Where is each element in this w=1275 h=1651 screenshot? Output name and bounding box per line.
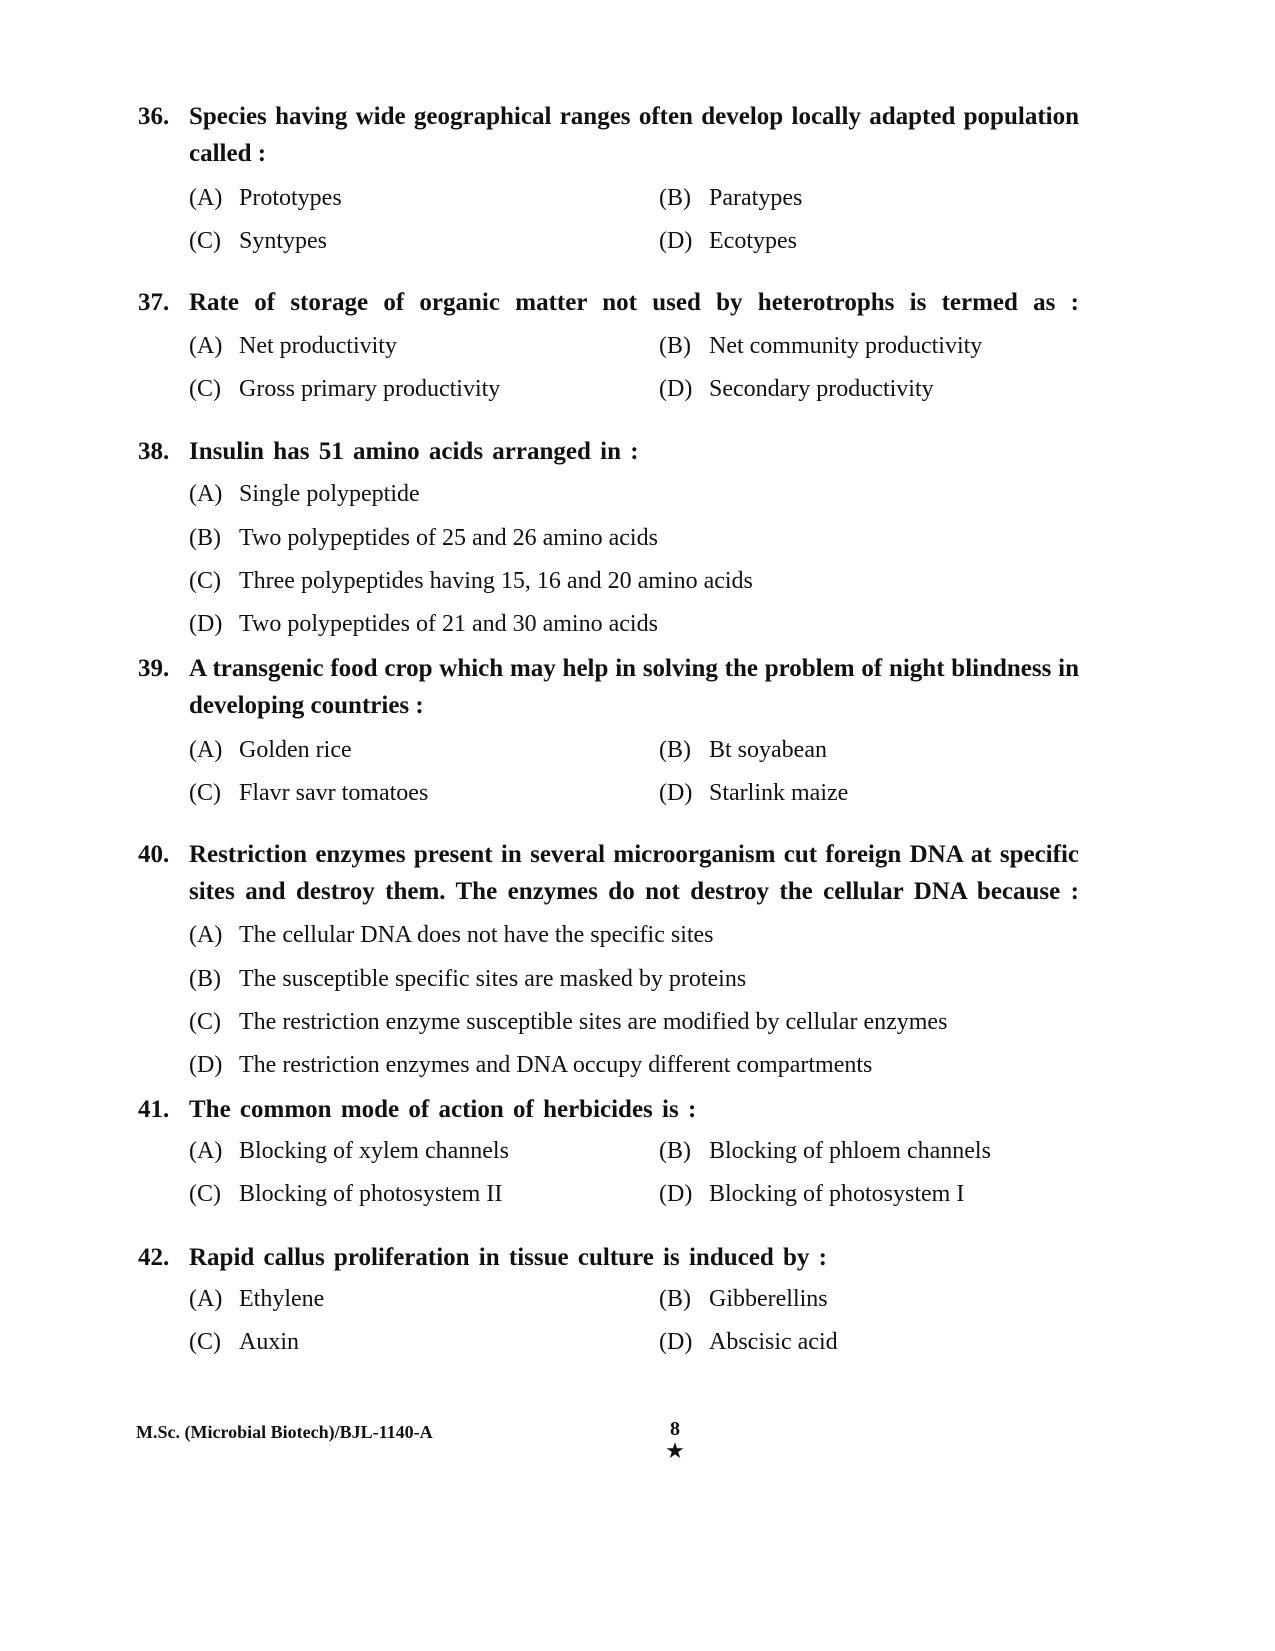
option-letter: (B) <box>659 737 691 763</box>
option-a <box>189 734 352 766</box>
option-a <box>189 1135 509 1167</box>
option-text: Net productivity <box>239 333 397 359</box>
option-text: Syntypes <box>239 228 328 254</box>
option-text: Ecotypes <box>709 228 797 254</box>
option-b <box>659 734 827 766</box>
question-number: 40. <box>138 841 170 868</box>
option-letter: (B) <box>189 966 221 992</box>
option-letter: (C) <box>189 228 221 254</box>
option-letter: (C) <box>189 780 221 806</box>
option-d <box>659 777 848 809</box>
star-icon: ★ <box>665 1438 685 1463</box>
option-d <box>659 1178 964 1210</box>
option-text: Abscisic acid <box>709 1329 838 1355</box>
option-text: Blocking of photosystem II <box>239 1181 503 1207</box>
option-c <box>189 777 428 809</box>
question-text: Restriction enzymes present in several microorganism cut foreign DNA at specific sites and destroy them. The enzymes do not destroy the cellular DNA because : <box>189 841 1079 905</box>
option-text: Blocking of phloem channels <box>709 1138 991 1164</box>
option-b <box>189 522 658 554</box>
option-letter: (A) <box>189 481 223 507</box>
option-text: Net community productivity <box>709 333 983 359</box>
option-letter: (C) <box>189 568 221 594</box>
option-d <box>189 1049 872 1081</box>
option-letter: (B) <box>659 1138 691 1164</box>
option-c <box>189 373 500 405</box>
option-text: Starlink maize <box>709 780 849 806</box>
option-text: The cellular DNA does not have the specific sites <box>239 922 714 948</box>
question-number: 38. <box>138 438 170 465</box>
option-letter: (B) <box>659 185 691 211</box>
option-letter: (B) <box>659 333 691 359</box>
question-text: Rapid callus proliferation in tissue culture is induced by : <box>189 1244 827 1271</box>
option-letter: (A) <box>189 1138 223 1164</box>
option-b <box>659 330 982 362</box>
question-text: Insulin has 51 amino acids arranged in : <box>189 438 639 465</box>
option-d <box>659 1326 838 1358</box>
paper-code: M.Sc. (Microbial Biotech)/BJL-1140-A <box>136 1422 433 1442</box>
option-text: Paratypes <box>709 185 803 211</box>
option-a <box>189 919 714 951</box>
option-d <box>659 373 934 405</box>
option-letter: (B) <box>189 525 221 551</box>
option-letter: (B) <box>659 1286 691 1312</box>
option-text: Secondary productivity <box>709 376 934 402</box>
option-text: Bt soyabean <box>709 737 827 763</box>
option-a <box>189 1283 324 1315</box>
option-text: The restriction enzyme susceptible sites are modified by cellular enzymes <box>239 1009 948 1035</box>
question-number: 41. <box>138 1096 170 1123</box>
option-c <box>189 225 327 257</box>
option-text: Prototypes <box>239 185 342 211</box>
option-a <box>189 330 397 362</box>
question-number: 42. <box>138 1244 170 1271</box>
option-text: Gibberellins <box>709 1286 828 1312</box>
option-text: Two polypeptides of 25 and 26 amino acids <box>239 525 658 551</box>
option-a <box>189 478 420 510</box>
option-c <box>189 1006 947 1038</box>
option-d <box>659 225 797 257</box>
question-text: A transgenic food crop which may help in solving the problem of night blindness in developing countries : <box>189 655 1079 719</box>
option-c <box>189 1178 502 1210</box>
page-number: 8 <box>670 1418 680 1440</box>
option-letter: (C) <box>189 1181 221 1207</box>
option-letter: (D) <box>189 1052 223 1078</box>
option-text: The restriction enzymes and DNA occupy different compartments <box>239 1052 873 1078</box>
question-number: 39. <box>138 655 170 682</box>
option-a <box>189 182 342 214</box>
option-text: Three polypeptides having 15, 16 and 20 amino acids <box>239 568 753 594</box>
option-letter: (A) <box>189 333 223 359</box>
option-letter: (C) <box>189 376 221 402</box>
option-text: Blocking of photosystem I <box>709 1181 965 1207</box>
option-text: Auxin <box>239 1329 299 1355</box>
option-b <box>659 1135 991 1167</box>
option-letter: (C) <box>189 1009 221 1035</box>
option-c <box>189 1326 299 1358</box>
option-letter: (D) <box>659 1181 693 1207</box>
option-text: The susceptible specific sites are masked by proteins <box>239 966 747 992</box>
option-b <box>659 182 802 214</box>
question-number: 36. <box>138 103 170 130</box>
option-text: Single polypeptide <box>239 481 420 507</box>
option-letter: (C) <box>189 1329 221 1355</box>
option-text: Flavr savr tomatoes <box>239 780 429 806</box>
option-letter: (A) <box>189 1286 223 1312</box>
option-d <box>189 608 658 640</box>
option-letter: (D) <box>659 376 693 402</box>
question-text: The common mode of action of herbicides is : <box>189 1096 697 1123</box>
option-b <box>659 1283 828 1315</box>
option-letter: (D) <box>659 228 693 254</box>
option-text: Golden rice <box>239 737 352 763</box>
option-letter: (D) <box>189 611 223 637</box>
question-number: 37. <box>138 289 170 316</box>
option-text: Two polypeptides of 21 and 30 amino acids <box>239 611 658 637</box>
option-letter: (A) <box>189 185 223 211</box>
option-text: Blocking of xylem channels <box>239 1138 509 1164</box>
question-text: Species having wide geographical ranges often develop locally adapted population called : <box>189 103 1079 167</box>
option-letter: (A) <box>189 922 223 948</box>
option-c <box>189 565 753 597</box>
option-text: Ethylene <box>239 1286 325 1312</box>
option-letter: (D) <box>659 1329 693 1355</box>
option-text: Gross primary productivity <box>239 376 501 402</box>
option-b <box>189 963 746 995</box>
option-letter: (A) <box>189 737 223 763</box>
option-letter: (D) <box>659 780 693 806</box>
question-text: Rate of storage of organic matter not used by heterotrophs is termed as : <box>189 289 1079 316</box>
